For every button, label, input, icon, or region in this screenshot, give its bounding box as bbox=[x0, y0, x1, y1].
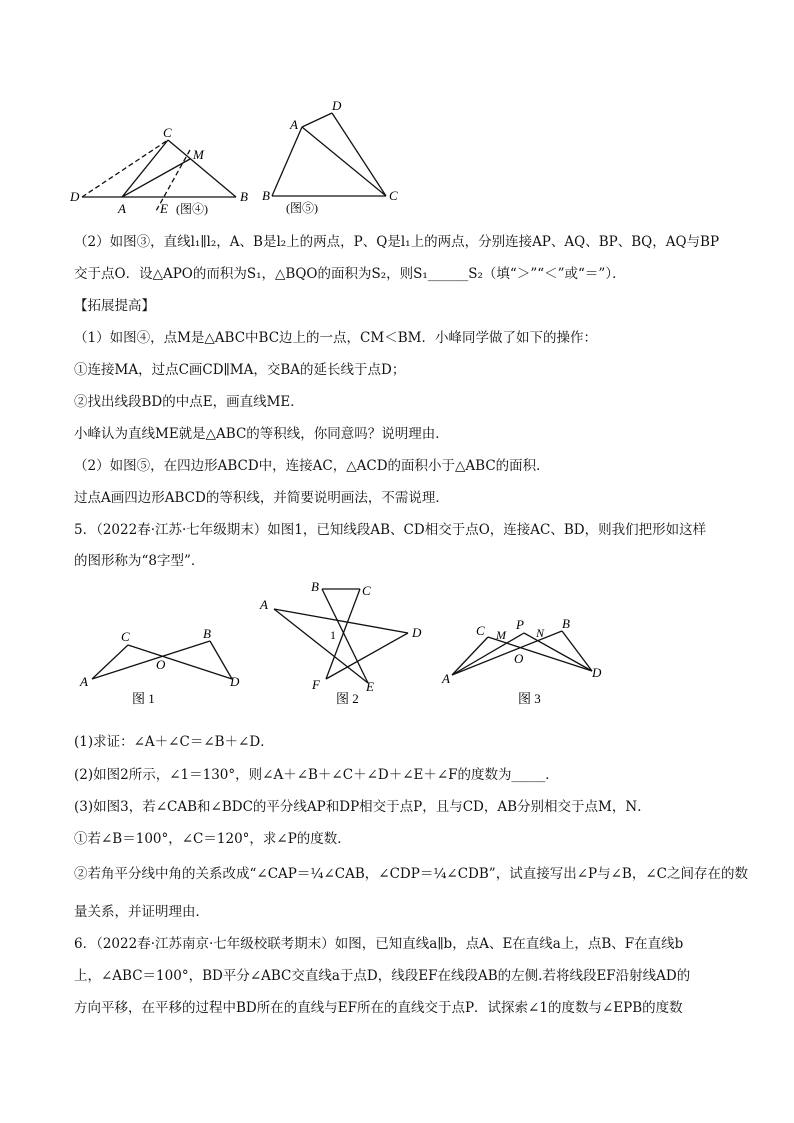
text-line-19: 上，∠ABC＝100°，BD平分∠ABC交直线a于点D，线段EF在线段AB的左侧.若将线段EF沿射线AD的 bbox=[74, 968, 691, 984]
fig3-label-M: M bbox=[496, 628, 506, 642]
fig3-seg-AB bbox=[452, 631, 562, 675]
fig2-seg-AD bbox=[274, 609, 408, 633]
fig5-label-D: D bbox=[332, 98, 342, 113]
fig1-label-O: O bbox=[156, 657, 166, 672]
fig2-label-B: B bbox=[311, 579, 319, 594]
text-line-15: ①若∠B＝100°，∠C＝120°，求∠P的度数． bbox=[74, 831, 351, 847]
figures-1-2-3 bbox=[70, 575, 630, 715]
text-line-6: ②找出线段BD的中点E，画直线ME． bbox=[74, 394, 304, 410]
fig5-seg-AC bbox=[302, 127, 386, 196]
text-line-12: (1)求证：∠A＋∠C＝∠B＋∠D． bbox=[74, 734, 274, 750]
fig1-label-A: A bbox=[80, 674, 88, 689]
text-line-17: 量关系，并证明理由． bbox=[74, 904, 209, 920]
fig2-label-1: 1 bbox=[330, 628, 336, 642]
fig3-label-P: P bbox=[516, 617, 524, 632]
text-line-8: （2）如图⑤，在四边形ABCD中，连接AC，△ACD的面积小于△ABC的面积． bbox=[74, 458, 550, 474]
figure-2 bbox=[274, 589, 408, 683]
fig4-label-A: A bbox=[118, 201, 126, 216]
fig2-label-D: D bbox=[412, 625, 422, 640]
text-line-1: （2）如图③，直线l₁∥l₂，A、B是l₂上的两点，P、Q是l₁上的两点，分别连接AP、AQ、BP、BQ，AQ与BP bbox=[74, 234, 720, 250]
text-line-18: 6．（2022春·江苏南京·七年级校联考期末）如图，已知直线a∥b，点A、E在直线a上，点B、F在直线b bbox=[74, 936, 684, 952]
text-line-4: （1）如图④，点M是△ABC中BC边上的一点，CM＜BM．小峰同学做了如下的操作： bbox=[74, 330, 597, 346]
fig1-seg-AB bbox=[92, 641, 210, 679]
fig4-label-B: B bbox=[240, 189, 248, 204]
fig5-seg-AD bbox=[302, 113, 332, 127]
fig2-label-F: F bbox=[312, 677, 320, 692]
fig2-label-A: A bbox=[260, 597, 268, 612]
fig4-label-C: C bbox=[163, 125, 172, 140]
fig2-caption: 图 2 bbox=[336, 691, 359, 706]
fig3-caption: 图 3 bbox=[518, 691, 541, 706]
fig5-seg-DC bbox=[332, 113, 386, 196]
fig4-dash-DC bbox=[82, 140, 168, 197]
fig1-label-C: C bbox=[121, 629, 130, 644]
fig4-seg-AC bbox=[122, 140, 168, 197]
fig3-label-B: B bbox=[562, 616, 570, 631]
fig2-seg-FD bbox=[326, 633, 408, 679]
text-line-2: 交于点O．设△APO的而积为S₁，△BQO的面积为S₂，则S₁______S₂（填“＞”“＜”或“＝”）． bbox=[74, 266, 626, 282]
text-line-11: 的图形称为“8字型”． bbox=[74, 553, 205, 569]
fig3-label-O: O bbox=[514, 651, 524, 666]
text-line-10: 5．（2022春·江苏·七年级期末）如图1，已知线段AB、CD相交于点O，连接AC、BD，则我们把形如这样 bbox=[74, 522, 707, 538]
text-line-3: 【拓展提高】 bbox=[74, 298, 155, 314]
text-line-9: 过点A画四边形ABCD的等积线，并简要说明画法，不需说理． bbox=[74, 490, 449, 506]
fig2-label-E: E bbox=[366, 679, 374, 694]
fig4-label-D: D bbox=[70, 189, 80, 204]
figure-4-and-5 bbox=[60, 95, 420, 220]
fig5-label-B: B bbox=[262, 188, 270, 203]
fig4-seg-AM bbox=[122, 159, 190, 197]
fig4-label-E: E bbox=[160, 201, 168, 216]
figure-4 bbox=[82, 140, 236, 211]
fig3-label-D: D bbox=[592, 665, 602, 680]
fig3-seg-AC bbox=[452, 637, 488, 675]
fig5-label-A: A bbox=[290, 117, 298, 132]
fig1-label-B: B bbox=[203, 626, 211, 641]
fig5-label-C: C bbox=[389, 188, 398, 203]
fig1-caption: 图 1 bbox=[132, 691, 155, 706]
fig3-label-N: N bbox=[536, 626, 545, 640]
text-line-13: (2)如图2所示，∠1＝130°，则∠A＋∠B＋∠C＋∠D＋∠E＋∠F的度数为_____． bbox=[74, 767, 559, 783]
fig5-caption: (图⑤) bbox=[286, 201, 318, 215]
fig2-label-C: C bbox=[362, 583, 371, 598]
fig1-seg-AC bbox=[92, 645, 128, 679]
text-line-7: 小峰认为直线ME就是△ABC的等积线，你同意吗？说明理由． bbox=[74, 426, 449, 442]
fig3-label-A: A bbox=[442, 671, 450, 686]
text-line-16: ②若角平分线中角的关系改成“∠CAP＝¼∠CAB，∠CDP＝¼∠CDB”，试直接写出∠P与∠B，∠C之间存在的数 bbox=[74, 866, 748, 882]
fig4-label-M: M bbox=[193, 147, 204, 162]
fig1-label-D: D bbox=[230, 674, 240, 689]
fig4-caption: (图④) bbox=[176, 202, 208, 216]
text-line-20: 方向平移，在平移的过程中BD所在的直线与EF所在的直线交于点P．试探索∠1的度数与∠EPB的度数 bbox=[74, 1000, 683, 1016]
fig5-seg-BA bbox=[272, 127, 302, 196]
text-line-5: ①连接MA，过点C画CD∥MA，交BA的延长线于点D； bbox=[74, 362, 406, 378]
fig3-label-C: C bbox=[476, 623, 485, 638]
fig3-seg-BD bbox=[562, 631, 592, 671]
text-line-14: (3)如图3，若∠CAB和∠BDC的平分线AP和DP相交于点P，且与CD，AB分别相交于点M，N． bbox=[74, 799, 651, 815]
fig2-seg-AE bbox=[274, 609, 368, 683]
